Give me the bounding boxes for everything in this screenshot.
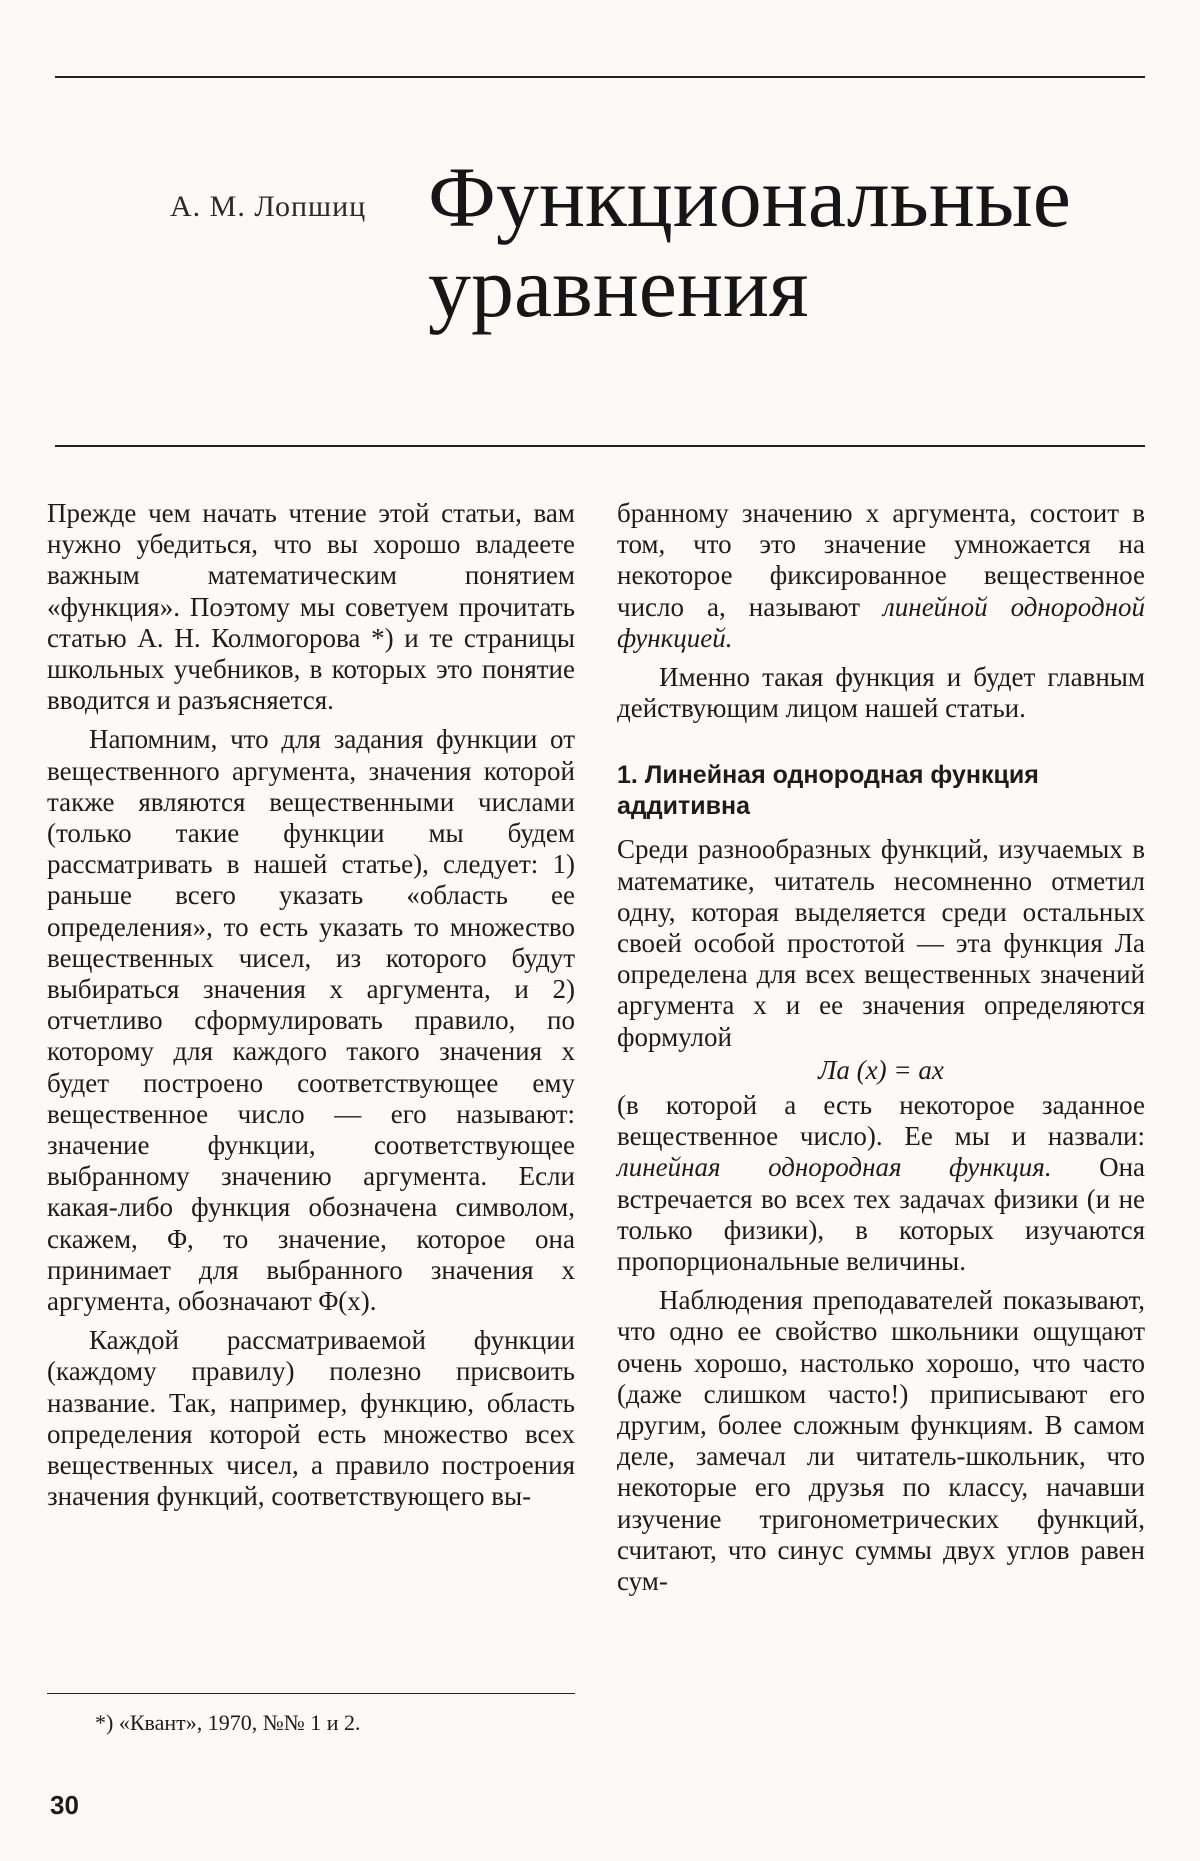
paragraph: Среди разнообразных функций, изучаемых в математике, читатель несомненно отметил одну, которая выделяется среди остальных своей особой простотой — эта функция Лa определена для всех вещественных значений аргумента x и ее значения определяются формулой [617,834,1145,1052]
formula: Лa (x) = ax [818,1054,944,1085]
paragraph: Наблюдения преподавателей показывают, что одно ее свойство школьники ощущают очень хорошо, настолько хорошо, что часто (даже слишком часто!) приписывают его другим, более сложным функциям. В самом деле, замечал ли читатель-школьник, что некоторые его друзья по классу, начавши изучение тригонометрических функций, считают, что синус суммы двух углов равен сум- [617,1285,1145,1597]
paragraph [617,1090,1145,1277]
top-rule [55,76,1145,78]
footnote-rule [47,1693,575,1694]
paragraph: Именно такая функция и будет главным действующим лицом нашей статьи. [617,662,1145,724]
right-column [617,498,1145,1597]
emphasis-term: линейная однородная функция. [617,1152,1052,1183]
article-title [428,149,1071,335]
author-name: А. М. Лопшиц [170,190,367,223]
title-line-2: уравнения [428,239,809,335]
paragraph: Прежде чем начать чтение этой статьи, вам нужно убедиться, что вы хорошо владеете важным математическим понятием «функция». Поэтому мы советуем прочитать статью А. Н. Колмогорова *) и те страницы школьных учебников, в которых это понятие вводится и разъясняется. [47,498,575,716]
header-bottom-rule [55,445,1145,447]
emphasis-term: линейной однородной функцией. [617,591,1145,653]
text-run: бранному значению x аргумента, состоит в том, что это значение умножается на некоторое фиксированное вещественное число a, называют [617,498,1145,622]
paragraph: Каждой рассматриваемой функции (каждому правилу) полезно присвоить название. Так, например, функцию, область определения которой есть множество всех вещественных чисел, а правило построения значения функций, соответствующего вы- [47,1325,575,1512]
paragraph: Напомним, что для задания функции от вещественного аргумента, значения которой также являются вещественными числами (только такие функции мы будем рассматривать в нашей статье), следует: 1) раньше всего указать «область ее определения», то есть указать то множество вещественных чисел, из которого будут выбираться значения x аргумента, и 2) отчетливо сформулировать правило, по которому для каждого такого значения x будет построено соответствующее ему вещественное число — его называют: значение функции, соответствующее выбранному значению аргумента. Если какая-либо функция обозначена символом, скажем, Φ, то значение, которое она принимает для выбранного значения x аргумента, обозначают Φ(x). [47,724,575,1317]
footnote: *) «Квант», 1970, №№ 1 и 2. [95,1710,361,1735]
paragraph [617,498,1145,654]
text-run: (в которой a есть некоторое заданное вещественное число). Ее мы и назвали: [617,1090,1145,1152]
text-run: Она встречается во всех тех задачах физики (и не только физики), в которых изучаются пропорциональные величины. [617,1152,1146,1277]
title-line-1: Функциональные [428,149,1071,245]
section-heading: 1. Линейная однородная функция аддитивна [617,761,1039,821]
left-column [47,498,575,1513]
page-number: 30 [50,1790,79,1820]
